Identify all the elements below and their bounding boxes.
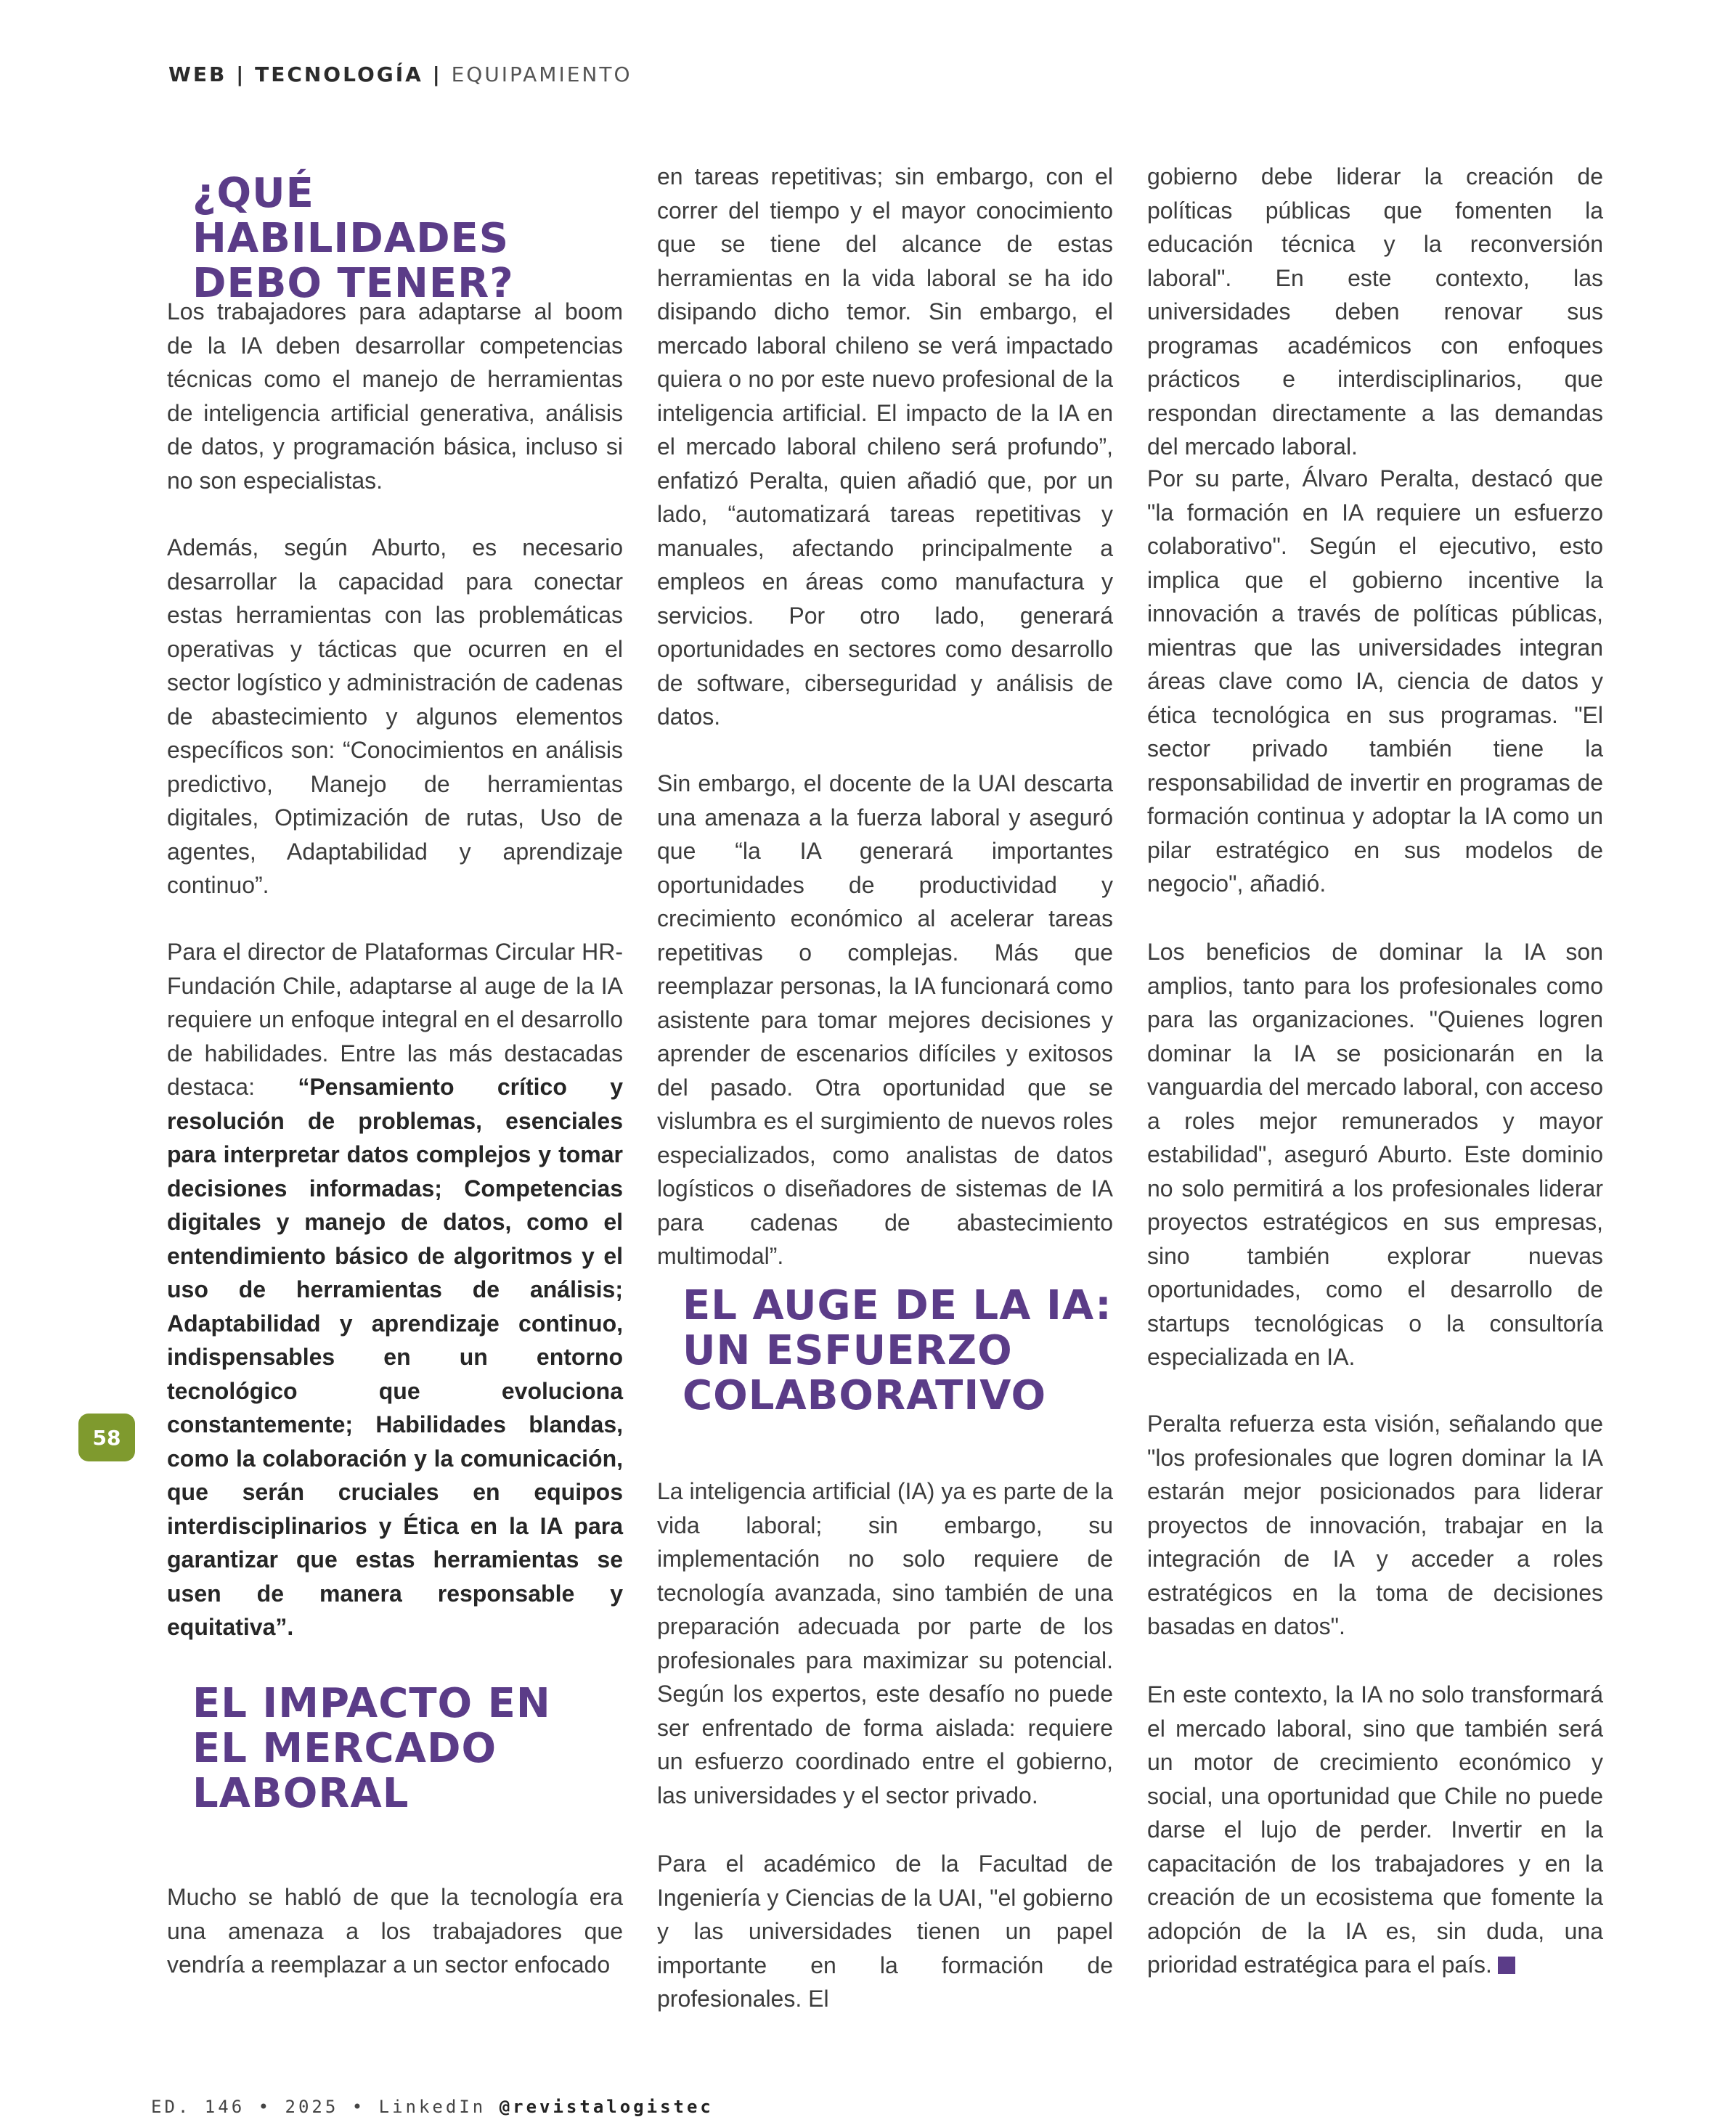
header-separator: | [423,62,452,86]
col3-paragraph-4: Peralta refuerza esta visión, señalando que "los profesionales que logren dominar la IA estarán mejor posicionados para liderar proyectos de innovación, trabajar en la integración de IA y acceder a roles estratégicos en la toma de decisiones basadas en datos". [1147,1411,1603,1639]
header-separator: | [227,62,256,86]
col3-paragraph-3: Los beneficios de dominar la IA son amplios, tanto para los profesionales como para las organizaciones. "Quienes logren dominar la IA se posicionarán en la vanguardia del mercado laboral, con acceso a roles mejor remunerados y mayor estabilidad", aseguró Aburto. Este dominio no solo permitirá a los profesionales liderar proyectos estratégicos en sus empresas, sino también explorar nuevas oportunidades, como el desarrollo de startups tecnológicas o la consultoría especializada en IA. [1147,939,1603,1370]
col1-paragraph-1: Los trabajadores para adaptarse al boom de la IA deben desarrollar competencias técnicas como el manejo de herramientas de inteligencia artificial generativa, análisis de datos, y programación básica, incluso si no son especialistas. [167,298,623,494]
header-section-web: WEB [168,62,227,86]
heading-auge: EL AUGE DE LA IA: UN ESFUERZO COLABORATIVO [682,1282,1112,1419]
col1-paragraph-3 [167,935,623,1644]
col3-paragraph-1: gobierno debe liderar la creación de políticas públicas que fomenten la educación técnica y la reconversión laboral". En este contexto, las universidades deben renovar sus programas académicos con enfoques prácticos e interdisciplinarios, que respondan directamente a las demandas del mercado laboral. [1147,163,1603,460]
col1-paragraph-3-quote: “Pensamiento crítico y resolución de problemas, esenciales para interpretar datos complejos y tomar decisiones informadas; Competencias digitales y manejo de datos, como el entendimiento básico de algoritmos y el uso de herramientas de análisis; Adaptabilidad y aprendizaje continuo, indispensables en un entorno tecnológico que evoluciona constantemente; Habilidades blandas, como la colaboración y la comunicación, que serán cruciales en equipos interdisciplinarios y Ética en la IA para garantizar que estas herramientas se usen de manera responsable y equitativa”. [167,1074,623,1640]
page-number-badge: 58 [78,1414,135,1461]
header-section-equipamiento: EQUIPAMIENTO [451,62,632,86]
col3-paragraph-5-text: En este contexto, la IA no solo transformará el mercado laboral, sino que también será un motor de crecimiento económico y social, una oportunidad que Chile no puede darse el lujo de perder. Invertir en la capacitación de los trabajadores y en la creación de un ecosistema que fomente la adopción de la IA es, sin duda, una prioridad estratégica para el país. [1147,1681,1603,1978]
col2-paragraph-3: La inteligencia artificial (IA) ya es parte de la vida laboral; sin embargo, su implementación no solo requiere de tecnología avanzada, sino también de una preparación adecuada por parte de los profesionales para maximizar su potencial. Según los expertos, este desafío no puede ser enfrentado de forma aislada: requiere un esfuerzo coordinado entre el gobierno, las universidades y el sector privado. [657,1478,1113,1808]
heading-impacto: EL IMPACTO EN EL MERCADO LABORAL [192,1680,551,1817]
section-header [168,62,632,86]
col1-paragraph-3-intro: Para el director de Plataformas Circular HR-Fundación Chile, adaptarse al auge de la IA requiere un enfoque integral en el desarrollo de habilidades. Entre las más destacadas destaca: [167,939,623,1100]
col1-paragraph-2: Además, según Aburto, es necesario desarrollar la capacidad para conectar estas herramientas con las problemáticas operativas y tácticas que ocurren en el sector logístico y administración de cadenas de abastecimiento y algunos elementos específicos son: “Conocimientos en análisis predictivo, Manejo de herramientas digitales, Optimización de rutas, Uso de agentes, Adaptabilidad y aprendizaje continuo”. [167,534,623,898]
footer-linkedin-handle: @revistalogistec [499,2097,714,2117]
footer-edition: ED. 146 • 2025 • LinkedIn [151,2097,500,2117]
col3-paragraph-5 [1147,1678,1603,1982]
col3-paragraph-2: Por su parte, Álvaro Peralta, destacó que "la formación en IA requiere un esfuerzo colaborativo". Según el ejecutivo, esto implica que el gobierno incentive la innovación a través de políticas públicas, mientras que las universidades integran áreas clave como IA, ciencia de datos y ética tecnológica en sus programas. "El sector privado también tiene la responsabilidad de invertir en programas de formación continua y adoptar la IA como un pilar estratégico en sus modelos de negocio", añadió. [1147,465,1603,897]
col2-paragraph-4: Para el académico de la Facultad de Ingeniería y Ciencias de la UAI, "el gobierno y las universidades tienen un papel importante en la formación de profesionales. El [657,1851,1113,2012]
header-section-tecnologia: TECNOLOGÍA [255,62,423,86]
col2-paragraph-2: Sin embargo, el docente de la UAI descarta una amenaza a la fuerza laboral y aseguró que “la IA generará importantes oportunidades de productividad y crecimiento económico al acelerar tareas repetitivas o complejas. Más que reemplazar personas, la IA funcionará como asistente para tomar mejores decisiones y aprender de escenarios difíciles y exitosos del pasado. Otra oportunidad que se vislumbra es el surgimiento de nuevos roles especializados, como analistas de datos logísticos o diseñadores de sistemas de IA para cadenas de abastecimiento multimodal”. [657,770,1113,1269]
end-of-article-square-icon [1498,1957,1515,1974]
footer [151,2097,714,2117]
col1-paragraph-4: Mucho se habló de que la tecnología era una amenaza a los trabajadores que vendría a reemplazar a un sector enfocado [167,1884,623,1978]
col2-paragraph-1: en tareas repetitivas; sin embargo, con el correr del tiempo y el mayor conocimiento que se tiene del alcance de estas herramientas en la vida laboral se ha ido disipando dicho temor. Sin embargo, el mercado laboral chileno se verá impactado quiera o no por este nuevo profesional de la inteligencia artificial. El impacto de la IA en el mercado laboral chileno será profundo”, enfatizó Peralta, quien añadió que, por un lado, “automatizará tareas repetitivas y manuales, afectando principalmente a empleos en áreas como manufactura y servicios. Por otro lado, generará oportunidades en sectores como desarrollo de software, ciberseguridad y análisis de datos. [657,163,1113,730]
heading-habilidades: ¿QUÉ HABILIDADES DEBO TENER? [192,170,514,307]
